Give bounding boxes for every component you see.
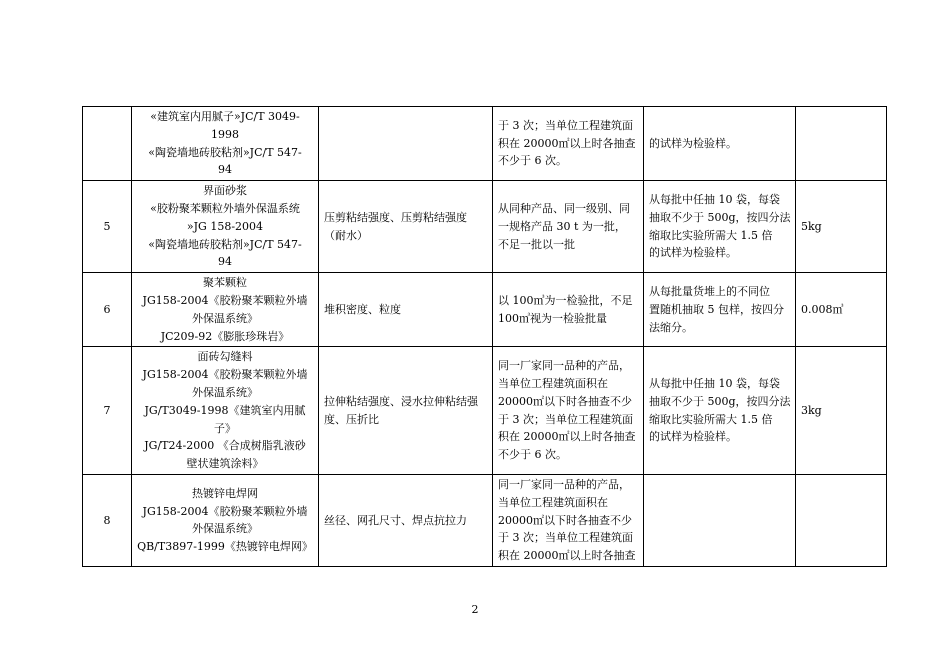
sampling-method-cell [644, 181, 796, 273]
batch-rule-cell [493, 474, 644, 566]
method-line: 抽取不少于 500g，按四分法 [649, 394, 791, 408]
row-number: 6 [83, 273, 132, 347]
sample-quantity-cell [796, 474, 887, 566]
standard-line: 壁状建筑涂料》 [186, 457, 264, 471]
batch-line: 当单位工程建筑面积在 [498, 495, 608, 509]
method-line: 从每批中任抽 10 袋，每袋 [649, 377, 780, 391]
method-line: 的试样为检验样。 [649, 430, 737, 444]
table-row [83, 107, 887, 181]
sample-quantity-cell: 5kg [796, 181, 887, 273]
material-standards-cell [132, 181, 319, 273]
material-standards-cell [132, 474, 319, 566]
method-line: 缩取比实验所需大 1.5 倍 [649, 412, 773, 426]
standard-line: 94 [218, 163, 232, 177]
standard-line: JG/T3049-1998《建筑室内用腻 [144, 403, 306, 417]
batch-line: 以 100㎥为一检验批，不足 [498, 293, 633, 307]
standard-line: 外保温系统》 [192, 311, 258, 325]
row-number [83, 107, 132, 181]
batch-line: 当单位工程建筑面积在 [498, 377, 608, 391]
material-standards-cell [132, 273, 319, 347]
method-line: 的试样为检验样。 [649, 136, 737, 150]
row-number: 5 [83, 181, 132, 273]
sampling-method-cell [644, 474, 796, 566]
method-line: 置随机抽取 5 包样，按四分 [649, 302, 784, 316]
test-items-cell: 拉伸粘结强度、浸水拉伸粘结强度、压折比 [319, 347, 493, 475]
batch-line: 积在 20000㎡以上时各抽查 [498, 430, 636, 444]
batch-line: 积在 20000㎡以上时各抽查 [498, 549, 636, 563]
standard-line: JG158-2004《胶粉聚苯颗粒外墙 [142, 293, 308, 307]
batch-line: 从同种产品、同一级别、同 [498, 201, 630, 215]
method-line: 的试样为检验样。 [649, 246, 737, 260]
method-line: 从每批量货堆上的不同位 [649, 285, 770, 299]
batch-line: 一规格产品 30 t 为一批， [498, 219, 626, 233]
standard-line: 外保温系统》 [192, 385, 258, 399]
standard-line: 1998 [211, 127, 239, 141]
test-items-cell [319, 107, 493, 181]
standard-line: 94 [218, 255, 232, 269]
method-line: 抽取不少于 500g，按四分法 [649, 210, 791, 224]
standard-line: «陶瓷墙地砖胶粘剂»JC/T 547- [148, 237, 302, 251]
test-items-cell: 堆积密度、粒度 [319, 273, 493, 347]
standard-line: «陶瓷墙地砖胶粘剂»JC/T 547- [148, 145, 302, 159]
sample-quantity-cell: 0.008㎥ [796, 273, 887, 347]
batch-line: 不少于 6 次。 [498, 154, 567, 168]
batch-line: 不少于 6 次。 [498, 448, 567, 462]
material-name: 聚苯颗粒 [203, 276, 247, 290]
sample-quantity-cell [796, 107, 887, 181]
method-line: 法缩分。 [649, 320, 693, 334]
material-name: 界面砂浆 [203, 184, 247, 198]
material-name: 热镀锌电焊网 [192, 486, 258, 500]
standard-line: »JG 158-2004 [186, 219, 264, 233]
method-line: 缩取比实验所需大 1.5 倍 [649, 228, 773, 242]
sampling-method-cell [644, 107, 796, 181]
test-items-cell: 丝径、网孔尺寸、焊点抗拉力 [319, 474, 493, 566]
batch-line: 积在 20000㎡以上时各抽查 [498, 136, 636, 150]
method-line: 从每批中任抽 10 袋，每袋 [649, 193, 780, 207]
batch-line: 于 3 次；当单位工程建筑面 [498, 531, 633, 545]
test-items-cell: 压剪粘结强度、压剪粘结强度（耐水） [319, 181, 493, 273]
batch-line: 于 3 次；当单位工程建筑面 [498, 412, 633, 426]
batch-rule-cell [493, 181, 644, 273]
batch-line: 同一厂家同一品种的产品， [498, 359, 630, 373]
standard-line: 子》 [214, 421, 236, 435]
batch-line: 于 3 次；当单位工程建筑面 [498, 118, 633, 132]
sampling-method-cell [644, 347, 796, 475]
batch-line: 100㎥视为一检验批量 [498, 311, 607, 325]
table-row [83, 347, 887, 475]
batch-line: 20000㎡以下时各抽查不少 [498, 394, 632, 408]
standard-line: 外保温系统》 [192, 522, 258, 536]
material-standards-cell [132, 107, 319, 181]
standard-line: «建筑室内用腻子»JC/T 3049- [150, 110, 300, 123]
standard-line: «胶粉聚苯颗粒外墙外保温系统 [150, 201, 300, 215]
table-row [83, 474, 887, 566]
batch-line: 20000㎡以下时各抽查不少 [498, 513, 632, 527]
row-number: 8 [83, 474, 132, 566]
standard-line: JG/T24-2000 《合成树脂乳液砂 [144, 439, 306, 453]
table-row [83, 181, 887, 273]
standard-line: JG158-2004《胶粉聚苯颗粒外墙 [142, 368, 308, 382]
standard-line: QB/T3897-1999《热镀锌电焊网》 [137, 540, 313, 554]
batch-line: 不足一批以一批 [498, 237, 575, 251]
batch-rule-cell [493, 273, 644, 347]
sampling-method-cell [644, 273, 796, 347]
row-number: 7 [83, 347, 132, 475]
material-standards-cell [132, 347, 319, 475]
page-number: 2 [471, 603, 479, 616]
sample-quantity-cell: 3kg [796, 347, 887, 475]
batch-line: 同一厂家同一品种的产品， [498, 477, 630, 491]
standard-line: JC209-92《膨胀珍珠岩》 [160, 329, 290, 343]
table-row [83, 273, 887, 347]
sampling-spec-table [82, 106, 887, 567]
batch-rule-cell [493, 107, 644, 181]
batch-rule-cell [493, 347, 644, 475]
material-name: 面砖勾缝料 [197, 350, 253, 364]
standard-line: JG158-2004《胶粉聚苯颗粒外墙 [142, 504, 308, 518]
